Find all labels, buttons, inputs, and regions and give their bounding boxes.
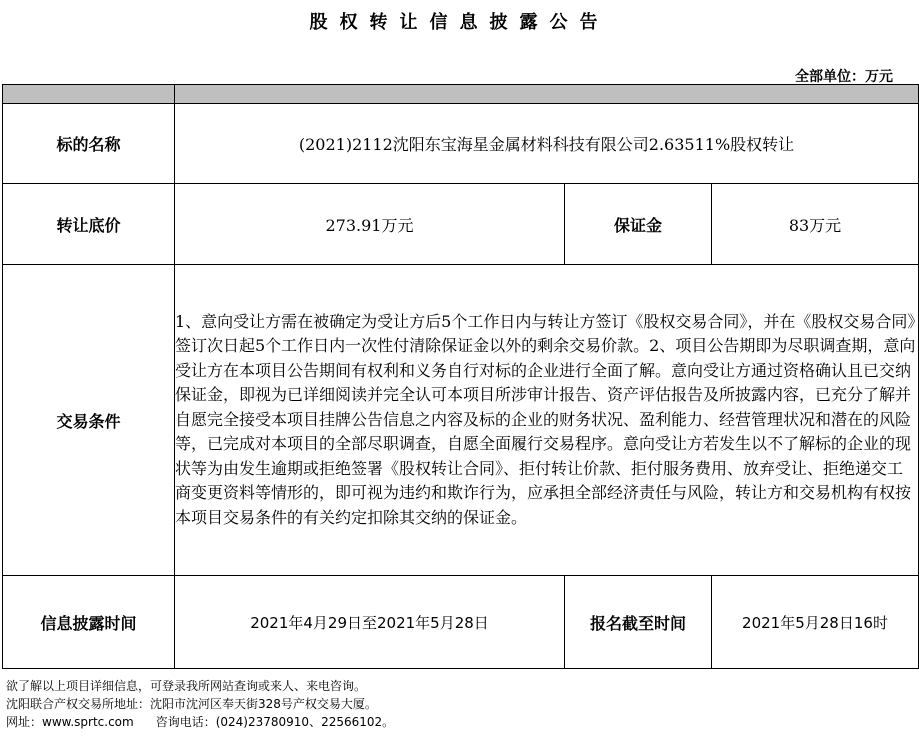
footer-address-line: 沈阳联合产权交易所地址：沈阳市沈河区奉天街328号产权交易大厦。 <box>6 697 377 711</box>
target-name-label: 标的名称 <box>3 104 175 184</box>
deposit-label: 保证金 <box>565 184 712 265</box>
price-label: 转让底价 <box>3 184 175 265</box>
disclosure-value: 2021年4月29日至2021年5月28日 <box>175 576 565 669</box>
page-title: 股权转让信息披露公告 <box>309 12 610 33</box>
table-header-bar <box>3 85 919 104</box>
header-cell-right <box>175 85 919 104</box>
footer <box>6 677 394 731</box>
deadline-label: 报名截至时间 <box>565 576 712 669</box>
footer-info-line: 欲了解以上项目详细信息，可登录我所网站查询或来人、来电咨询。 <box>6 679 367 693</box>
target-name-value: (2021)2112沈阳东宝海星金属材料科技有限公司2.63511%股权转让 <box>175 104 919 184</box>
footer-phone: 咨询电话：(024)23780910、22566102。 <box>155 715 395 729</box>
row-conditions <box>3 265 919 576</box>
unit-note: 全部单位：万元 <box>795 69 893 85</box>
price-value: 273.91万元 <box>175 184 565 265</box>
footer-contact-line <box>6 713 394 731</box>
row-target-name <box>3 104 919 184</box>
row-disclosure <box>3 576 919 669</box>
disclosure-label: 信息披露时间 <box>3 576 175 669</box>
announcement-table <box>2 84 919 669</box>
conditions-text: 1、意向受让方需在被确定为受让方后5个工作日内与转让方签订《股权交易合同》，并在《股权交易合同》签订次日起5个工作日内一次性付清除保证金以外的剩余交易价款。2、项目公告期即为尽职调查期，意向受让方在本项目公告期间有权利和义务自行对标的企业进行全面了解。意向受让方通过资格确认且已交纳保证金，即视为已详细阅读并完全认可本项目所涉审计报告、资产评估报告及所披露内容，已充分了解并自愿完全接受本项目挂牌公告信息之内容及标的企业的财务状况、盈利能力、经营管理状况和潜在的风险等，已完成对本项目的全部尽职调查，自愿全面履行交易程序。意向受让方若发生以不了解标的企业的现状等为由发生逾期或拒绝签署《股权转让合同》、拒付转让价款、拒付服务费用、放弃受让、拒绝递交工商变更资料等情形的，即可视为违约和欺诈行为，应承担全部经济责任与风险，转让方和交易机构有权按本项目交易条件的有关约定扣除其交纳的保证金。 <box>175 265 919 576</box>
deadline-value: 2021年5月28日16时 <box>712 576 919 669</box>
deposit-value: 83万元 <box>712 184 919 265</box>
footer-website[interactable]: 网址：www.sprtc.com <box>6 715 134 729</box>
conditions-label: 交易条件 <box>3 265 175 576</box>
row-price <box>3 184 919 265</box>
header-cell-left <box>3 85 175 104</box>
